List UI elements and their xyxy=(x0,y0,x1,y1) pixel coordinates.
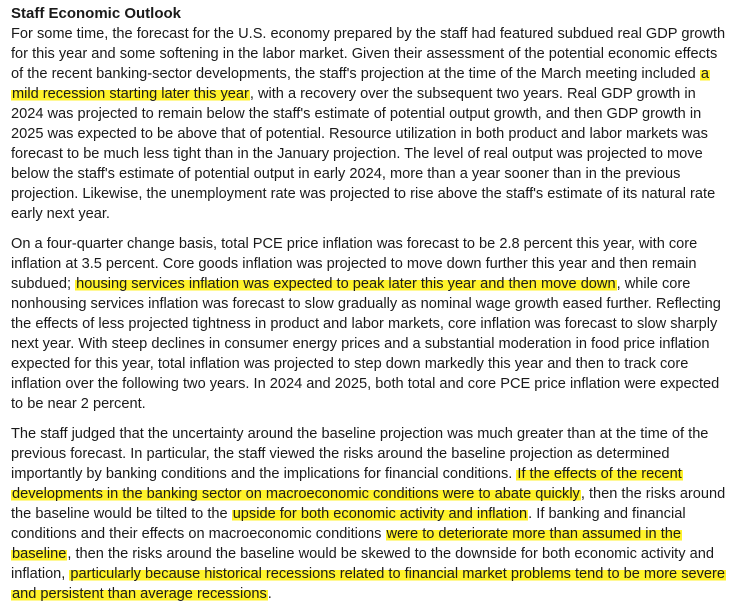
section-title: Staff Economic Outlook xyxy=(11,5,182,22)
text-run: On a four-quarter change basis, total PCE price inflation was forecast to be 2.8 percent this year, with core inflation at 3.5 percent. Core goods inflation was projected to move down further this year and then remain subdued; xyxy=(11,236,698,292)
text-run: , while core nonhousing services inflation was forecast to slow gradually as nominal wage growth eased further. Reflecting the effects of less projected tightness in product and labor markets, core inflation was forecast to slow sharply next year. With steep declines in consumer energy prices and a substantial moderation in food price inflation expected for this year, total inflation was projected to step down markedly this year and then to track core inflation over the following two years. In 2024 and 2025, both total and core PCE price inflation were expected to be near 2 percent. xyxy=(11,276,721,412)
highlighted-text: If the effects of the recent developments in the banking sector on macroeconomic conditions were to abate quickly xyxy=(12,466,682,502)
text-run: . xyxy=(267,586,272,602)
highlighted-text: were to deteriorate more than assumed in the baseline xyxy=(12,526,681,562)
text-run: , then the risks around the baseline would be skewed to the downside for both economic activity and inflation, xyxy=(11,546,714,582)
paragraph-2 xyxy=(11,234,730,414)
text-run: The staff judged that the uncertainty around the baseline projection was much greater than at the time of the previous forecast. In particular, the staff viewed the risks around the baseline projection as determined importantly by banking conditions and the implications for financial conditions. xyxy=(11,426,709,482)
highlighted-text: a mild recession starting later this year xyxy=(12,66,709,102)
text-run: , with a recovery over the subsequent two years. Real GDP growth in 2024 was projected to remain below the staff's estimate of potential output growth, and then GDP growth in 2025 was expected to be above that of potential. Resource utilization in both product and labor markets was forecast to be much less tight than in the January projection. The level of real output was projected to move below the staff's estimate of potential output in early 2024, more than a year sooner than in the previous projection. Likewise, the unemployment rate was projected to rise above the staff's estimate of its natural rate early next year. xyxy=(11,86,716,222)
text-run: . If banking and financial conditions and their effects on macroeconomic conditions xyxy=(11,506,686,542)
highlighted-text: housing services inflation was expected to peak later this year and then move down xyxy=(76,276,616,292)
text-run: , then the risks around the baseline would be tilted to the xyxy=(11,486,726,522)
highlighted-text: upside for both economic activity and inflation xyxy=(232,506,528,522)
paragraph-1 xyxy=(11,24,730,224)
text-run: For some time, the forecast for the U.S. economy prepared by the staff had featured subdued real GDP growth for this year and some softening in the labor market. Given their assessment of the potential economic effects of the recent banking-sector developments, the staff's projection at the time of the March meeting included xyxy=(11,26,726,82)
paragraph-3 xyxy=(11,424,730,604)
highlighted-text: particularly because historical recessions related to financial market problems tend to be more severe and persistent than average recessions xyxy=(12,566,726,602)
